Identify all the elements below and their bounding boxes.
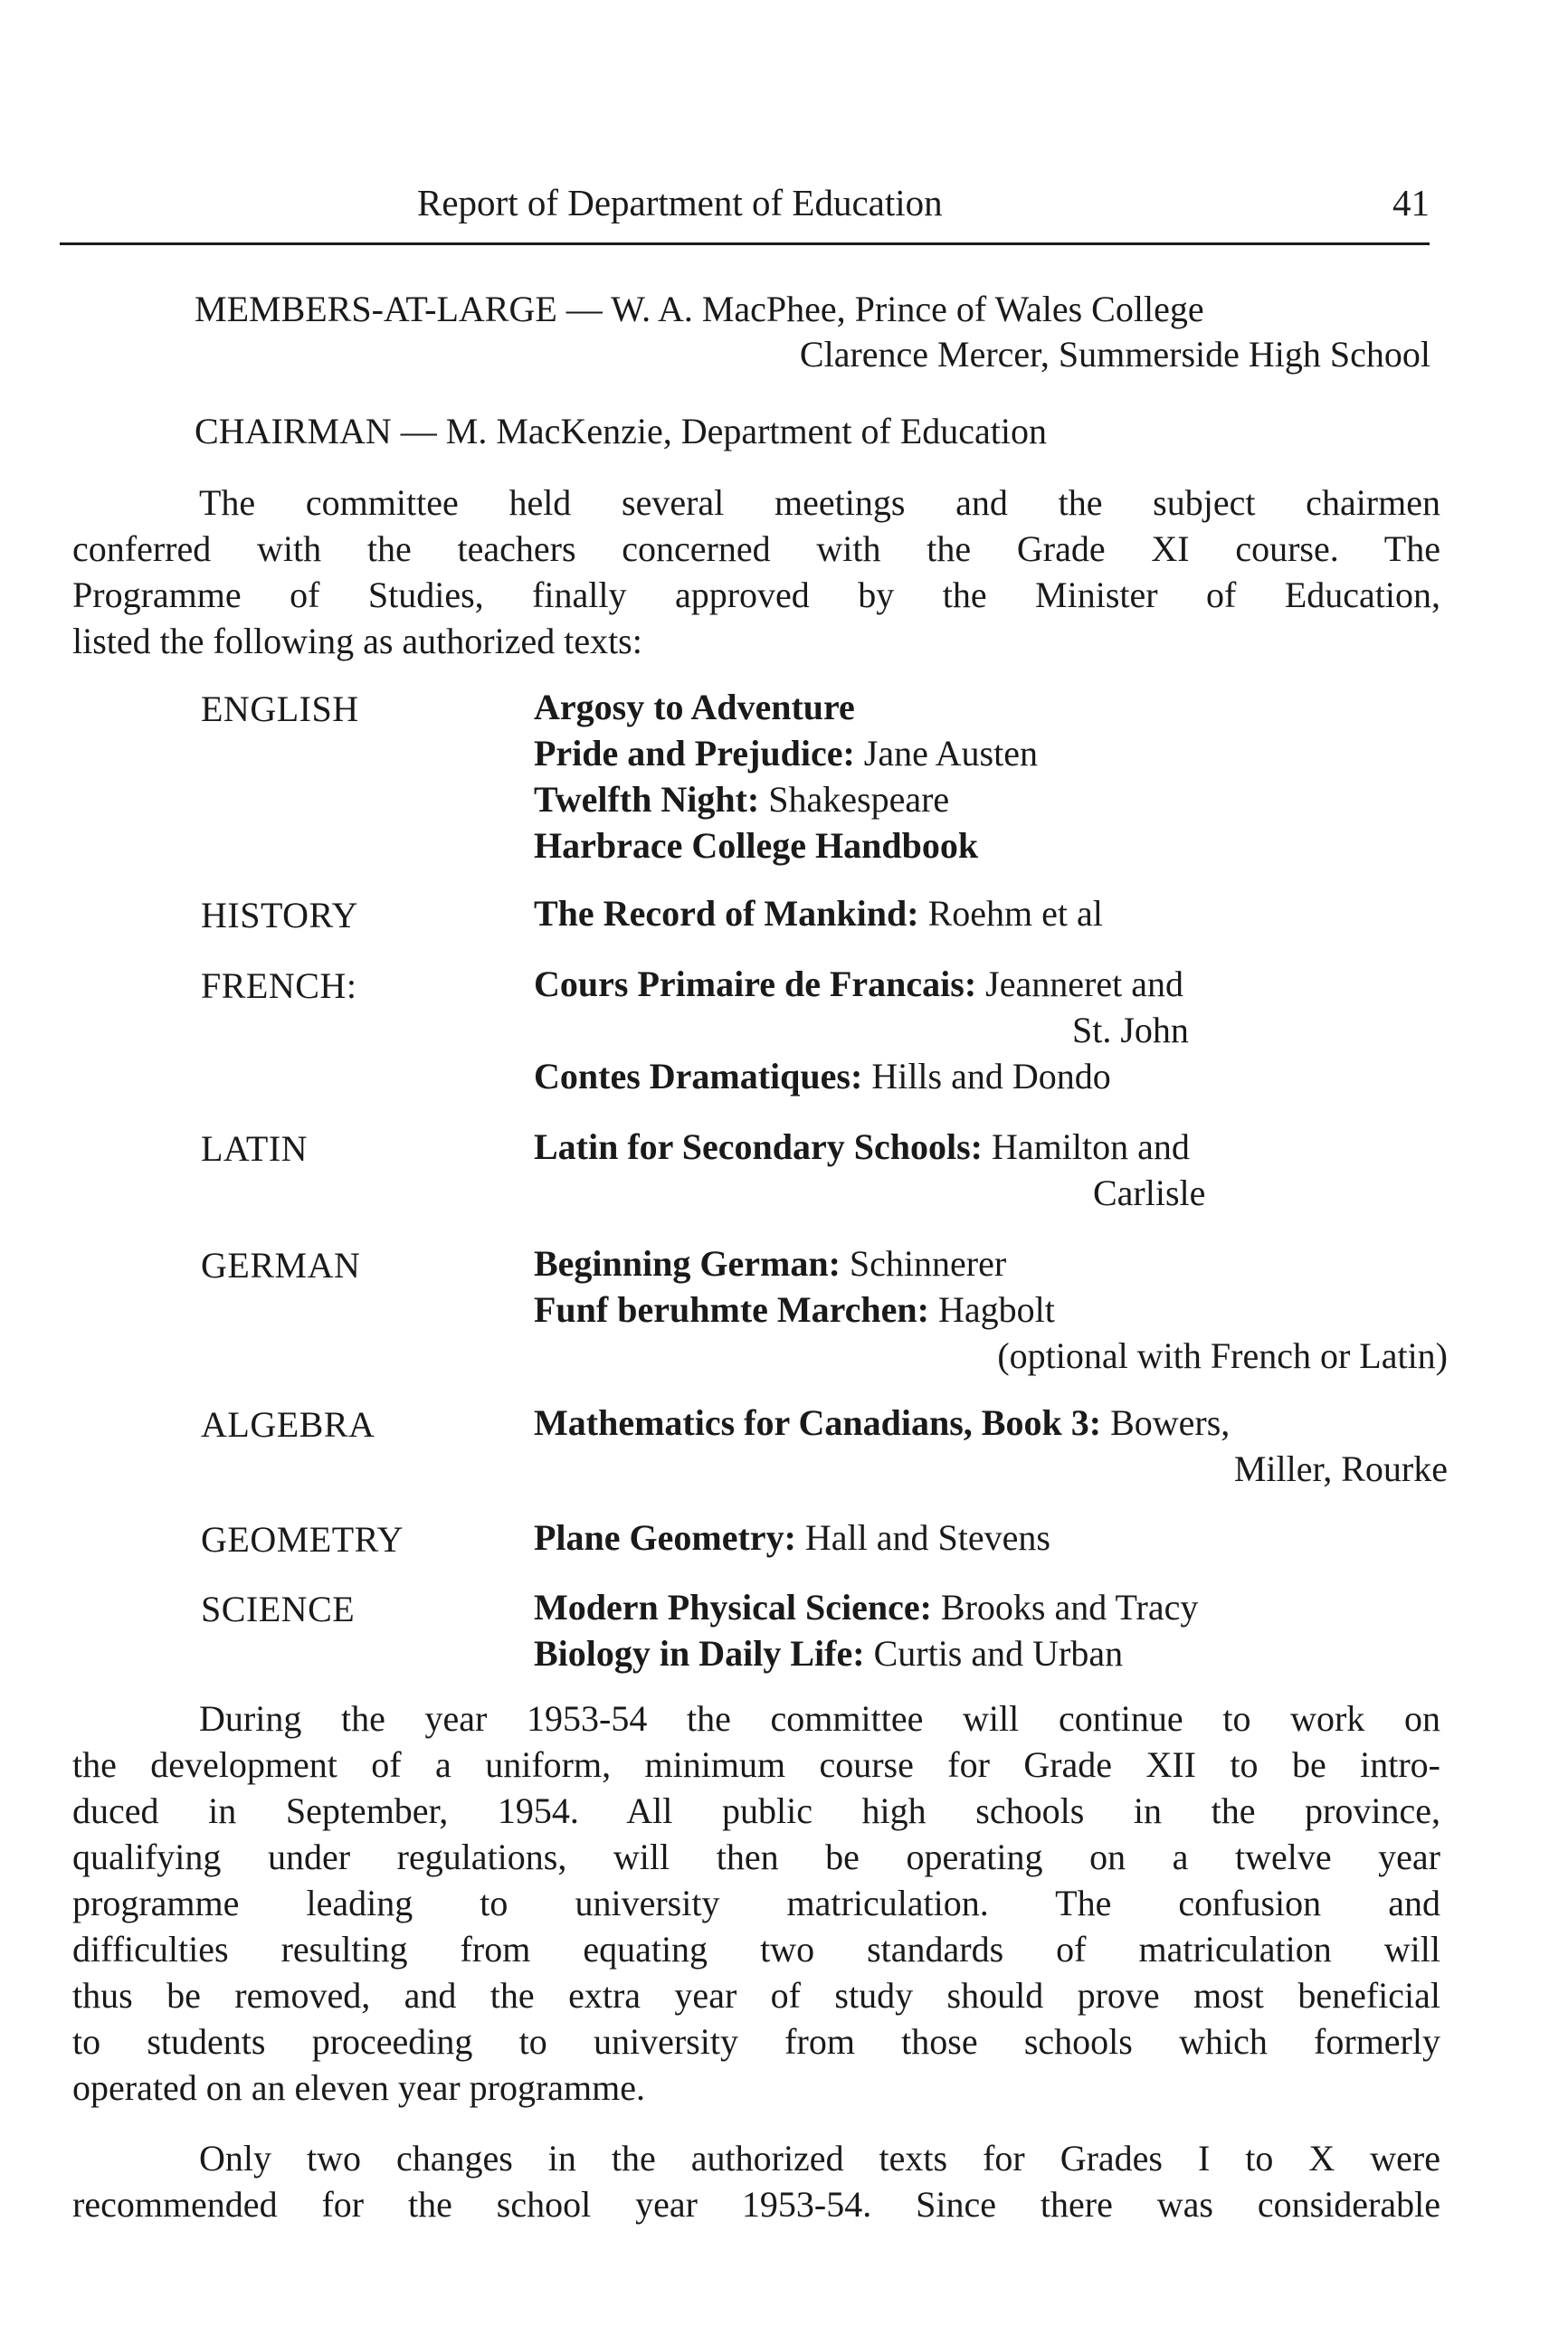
subject-history: HISTORY xyxy=(201,895,358,935)
subject-latin: LATIN xyxy=(201,1128,309,1169)
paragraph-line: thus be removed, and the extra year of study should prove most beneficial xyxy=(72,1975,1440,2016)
paragraph-line: duced in September, 1954. All public high schools in the province, xyxy=(72,1790,1440,1831)
book-entry: Biology in Daily Life: Curtis and Urban xyxy=(534,1633,1124,1674)
book-entry: Mathematics for Canadians, Book 3: Bowers, xyxy=(534,1402,1231,1443)
members-at-large-line xyxy=(195,288,1204,330)
book-entry-continued: St. John xyxy=(1072,1010,1189,1050)
subject-english: ENGLISH xyxy=(201,688,359,729)
book-entry: Beginning German: Schinnerer xyxy=(534,1243,1007,1284)
books-english xyxy=(534,684,1448,869)
book-entry: Funf beruhmte Marchen: Hagbolt xyxy=(534,1289,1055,1330)
book-entry-continued: Carlisle xyxy=(1093,1172,1206,1213)
books-french xyxy=(534,961,1448,1099)
book-entry: Modern Physical Science: Brooks and Tracy xyxy=(534,1587,1199,1628)
paragraph-line: During the year 1953-54 the committee will continue to work on xyxy=(199,1698,1440,1739)
paragraph-line: The committee held several meetings and the subject chairmen xyxy=(199,482,1440,523)
book-entry: Harbrace College Handbook xyxy=(534,825,979,866)
book-entry: Argosy to Adventure xyxy=(534,687,855,727)
subject-geometry: GEOMETRY xyxy=(201,1519,404,1560)
books-history xyxy=(534,890,1448,936)
book-entry: Pride and Prejudice: Jane Austen xyxy=(534,733,1038,774)
paragraph-grade-xii xyxy=(72,1695,1440,2111)
books-science xyxy=(534,1584,1448,1676)
members-at-large-label: MEMBERS-AT-LARGE — xyxy=(195,289,603,329)
members-at-large-entry-2: Clarence Mercer, Summerside High School xyxy=(799,334,1430,375)
paragraph-line: operated on an eleven year programme. xyxy=(72,2067,646,2108)
books-german xyxy=(534,1240,1448,1379)
header-rule xyxy=(60,242,1430,245)
books-latin xyxy=(534,1124,1448,1216)
book-entry: The Record of Mankind: Roehm et al xyxy=(534,893,1103,934)
paragraph-line: Only two changes in the authorized texts for Grades I to X were xyxy=(199,2138,1440,2179)
books-algebra xyxy=(534,1400,1448,1492)
chairman-line xyxy=(195,410,1047,452)
book-entry-note: (optional with French or Latin) xyxy=(997,1335,1448,1376)
book-entry: Twelfth Night: Shakespeare xyxy=(534,779,950,820)
chairman-entry: M. MacKenzie, Department of Education xyxy=(445,411,1047,451)
book-entry: Latin for Secondary Schools: Hamilton and xyxy=(534,1126,1190,1167)
page-number: 41 xyxy=(1392,182,1430,223)
members-at-large-entry-1: W. A. MacPhee, Prince of Wales College xyxy=(611,289,1204,329)
book-entry: Contes Dramatiques: Hills and Dondo xyxy=(534,1056,1111,1097)
paragraph-line: qualifying under regulations, will then be operating on a twelve year xyxy=(72,1837,1440,1877)
chairman-label: CHAIRMAN — xyxy=(195,411,437,451)
book-entry: Cours Primaire de Francais: Jeanneret and xyxy=(534,964,1183,1004)
book-entry: Plane Geometry: Hall and Stevens xyxy=(534,1517,1050,1558)
running-header xyxy=(60,181,1430,235)
paragraph-line: to students proceeding to university from those schools which formerly xyxy=(72,2021,1440,2062)
paragraph-line: listed the following as authorized texts: xyxy=(72,621,642,661)
subject-german: GERMAN xyxy=(201,1245,361,1286)
subject-french: FRENCH: xyxy=(201,965,357,1006)
book-entry-continued: Miller, Rourke xyxy=(1233,1448,1448,1489)
paragraph-line: programme leading to university matriculation. The confusion and xyxy=(72,1883,1440,1923)
paragraph-line: the development of a uniform, minimum course for Grade XII to be intro- xyxy=(72,1744,1440,1785)
paragraph-line: difficulties resulting from equating two standards of matriculation will xyxy=(72,1929,1440,1970)
paragraph-line: recommended for the school year 1953-54. Since there was considerable xyxy=(72,2184,1440,2225)
paragraph-committee xyxy=(72,479,1440,664)
paragraph-line: conferred with the teachers concerned with the Grade XI course. The xyxy=(72,528,1440,569)
books-geometry xyxy=(534,1514,1448,1561)
subject-science: SCIENCE xyxy=(201,1589,356,1629)
paragraph-line: Programme of Studies, finally approved by the Minister of Education, xyxy=(72,574,1440,615)
paragraph-text-changes xyxy=(72,2135,1440,2227)
subject-algebra: ALGEBRA xyxy=(201,1404,375,1445)
header-title: Report of Department of Education xyxy=(417,182,943,223)
